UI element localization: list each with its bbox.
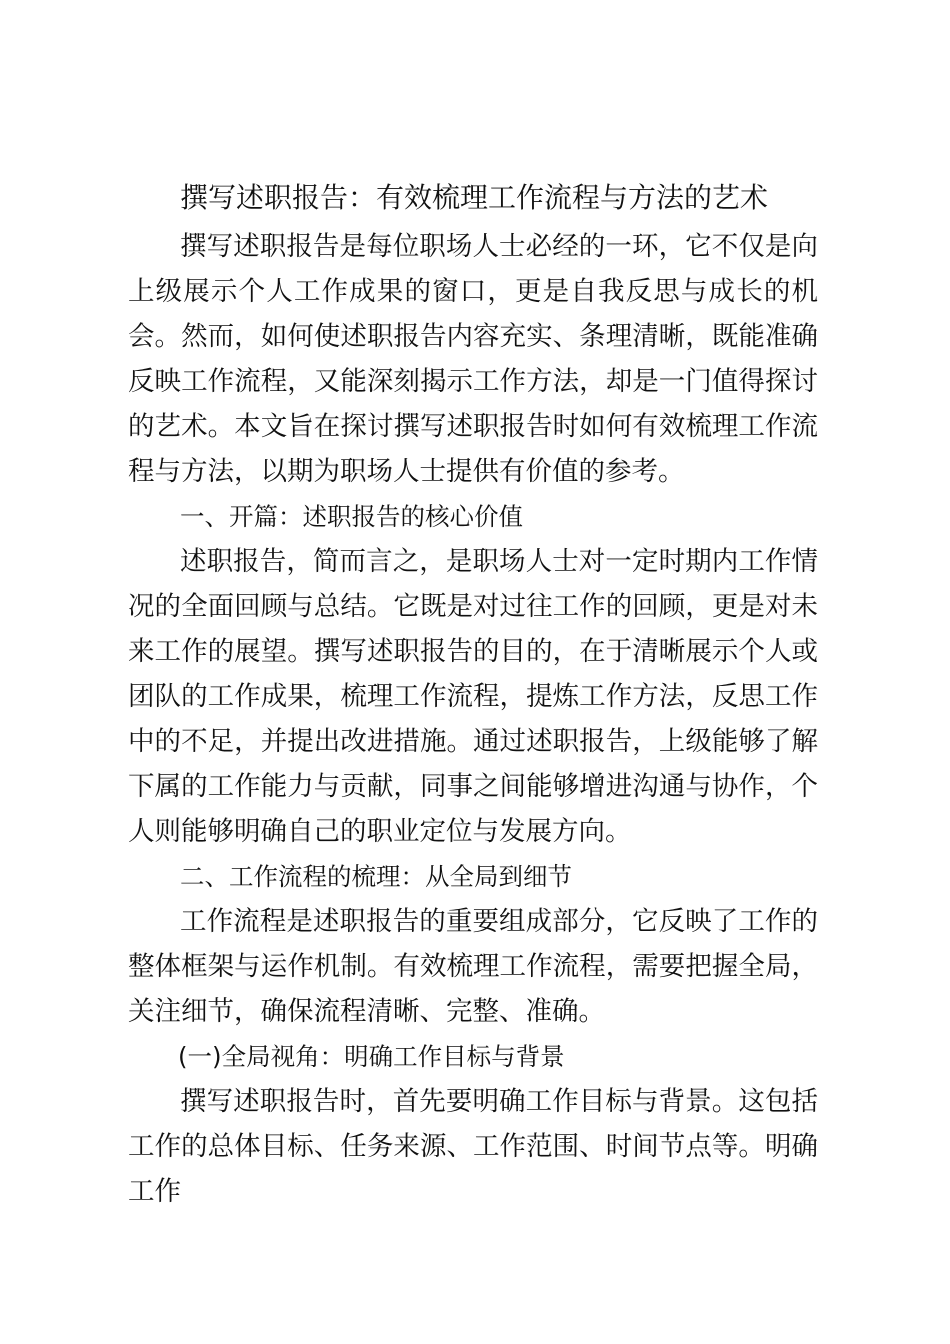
intro-paragraph: 撰写述职报告是每位职场人士必经的一环，它不仅是向上级展示个人工作成果的窗口，更是自我反思与成长的机会。然而，如何使述职报告内容充实、条理清晰，既能准确反映工作流程，又能深刻揭示工作方法，却是一门值得探讨的艺术。本文旨在探讨撰写述职报告时如何有效梳理工作流程与方法，以期为职场人士提供有价值的参考。 [128, 231, 818, 487]
section-paragraph-1: 述职报告，简而言之，是职场人士对一定时期内工作情况的全面回顾与总结。它既是对过往工作的回顾，更是对未来工作的展望。撰写述职报告的目的，在于清晰展示个人或团队的工作成果，梳理工作流程，提炼工作方法，反思工作中的不足，并提出改进措施。通过述职报告，上级能够了解下属的工作能力与贡献，同事之间能够增进沟通与协作，个人则能够明确自己的职业定位与发展方向。 [128, 546, 818, 847]
section-heading-1: 一、开篇：述职报告的核心价值 [180, 502, 523, 531]
document-body [128, 172, 818, 1214]
section-paragraph-2: 工作流程是述职报告的重要组成部分，它反映了工作的整体框架与运作机制。有效梳理工作流程，需要把握全局，关注细节，确保流程清晰、完整、准确。 [128, 906, 818, 1027]
subsection-paragraph-1: 撰写述职报告时，首先要明确工作目标与背景。这包括工作的总体目标、任务来源、工作范围、时间节点等。明确工作 [128, 1086, 818, 1207]
subsection-heading-1: (一)全局视角：明确工作目标与背景 [178, 1042, 565, 1071]
section-heading-2: 二、工作流程的梳理：从全局到细节 [180, 862, 572, 891]
document-title: 撰写述职报告：有效梳理工作流程与方法的艺术 [180, 181, 769, 214]
